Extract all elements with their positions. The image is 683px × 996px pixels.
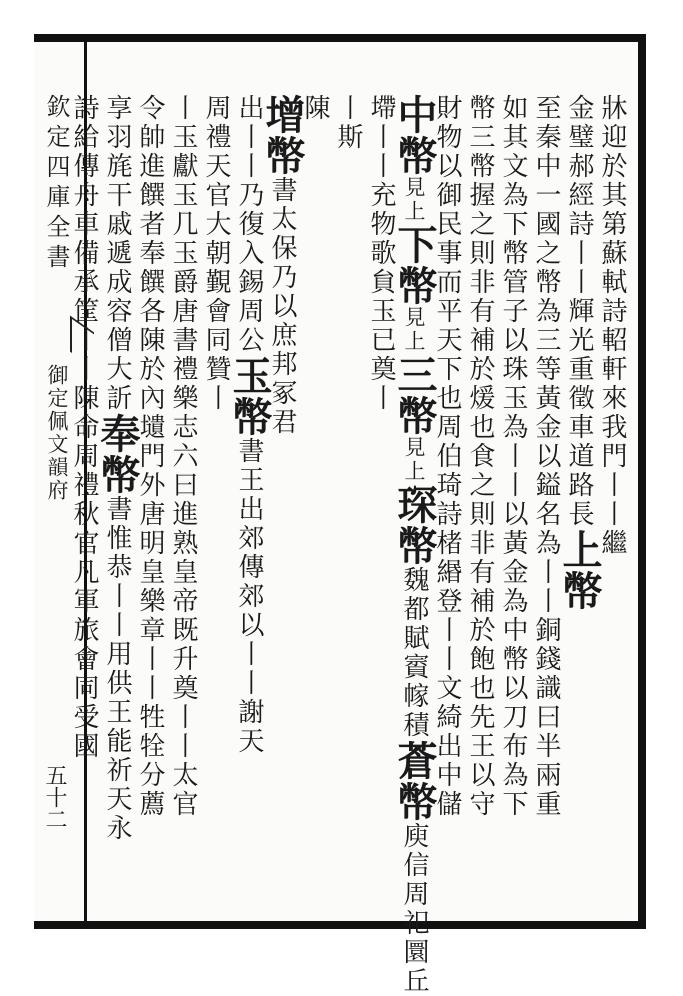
entry-headword: 琛幣: [391, 484, 438, 566]
column-text: 幣三幣握之則非有補於煖也食之則非有補於飽也先王以守: [465, 94, 495, 819]
text-column: [594, 94, 630, 558]
text-column: [495, 94, 531, 819]
column-text: 命周禮秋官凡軍旅會同受國: [69, 413, 99, 761]
column-text: 周禮天官大朝覲會同贊丨: [201, 94, 231, 413]
column-text: 歌貟玉已奠丨: [366, 239, 396, 413]
column-text: 丨斯: [333, 94, 363, 152]
right-border: [638, 34, 646, 929]
text-column: [462, 94, 498, 819]
text-column: [165, 94, 201, 819]
entry-headword: 蒼幣: [391, 740, 438, 822]
column-text: 出丨丨乃復入錫周公: [234, 94, 264, 355]
column-text: 令帥進饌者奉饌各陳於內壝門外唐明皇樂章丨丨牲牷分薦: [135, 94, 165, 819]
column-text: 魏都賦賨幏積: [399, 566, 429, 740]
entry-headword: 下幣: [391, 224, 438, 306]
entry-headword: 奉幣: [94, 413, 141, 495]
bottom-border: [34, 921, 646, 929]
text-column: [198, 94, 234, 413]
text-column: [363, 94, 399, 413]
text-column: [429, 94, 465, 819]
entry-headword: 中幣: [391, 94, 438, 176]
text-column: [226, 94, 273, 756]
column-text: 金璧郝經詩丨丨輝光重徵車道路長: [564, 94, 594, 529]
text-column: [528, 94, 564, 819]
book-title: 御定佩文韻府: [45, 364, 69, 502]
entry-headword: 增幣: [259, 94, 306, 176]
top-border: [34, 34, 646, 42]
text-column: [556, 94, 603, 611]
column-text: 如其文為下幣管子以珠玉為丨丨以黃金為中幣以刀布為下: [498, 94, 528, 819]
entry-headword: 上幣: [556, 529, 603, 611]
text-column: [66, 94, 102, 761]
column-text: 書惟恭丨丨用供王能祈天永: [102, 495, 132, 843]
text-column: [94, 94, 141, 843]
column-text: 書太保乃以庶邦冢君: [267, 176, 297, 437]
entry-headword: 三幣: [391, 354, 438, 436]
column-text: 陳: [300, 94, 330, 123]
cross-ref-note: 見上: [402, 306, 426, 354]
column-text: 庾信周祀圜丘: [399, 822, 429, 996]
text-column: [391, 94, 438, 996]
column-text: 墆丨丨充物: [366, 94, 396, 239]
column-text: 書王出郊傳郊以丨丨謝天: [234, 437, 264, 756]
column-text: 丨玉獻玉几玉爵唐書禮樂志六曰進熟皇帝既升奠丨丨太官: [168, 94, 198, 819]
collection-title: 欽定四庫全書: [42, 94, 70, 274]
column-text: 至秦中一國之幣為三等黃金以鎰名為丨丨銅錢識曰半兩重: [531, 94, 561, 819]
cross-ref-note: 見上: [402, 176, 426, 224]
column-text: 享羽旄干戚遞成容僧大訢: [102, 94, 132, 413]
book-page: [34, 34, 646, 996]
entry-headword: 玉幣: [226, 355, 273, 437]
column-text: 詩給傳舟車備承筐丨丨陳: [69, 94, 99, 413]
column-text: 財物以御民事而平天下也周伯琦詩楮緡登丨丨文綺出中儲: [432, 94, 462, 819]
cross-ref-note: 見上: [402, 436, 426, 484]
column-text: 牀迎於其第蘇軾詩軺軒來我門丨丨繼: [597, 94, 627, 558]
text-column: [330, 94, 366, 152]
page-number: 五十二: [42, 764, 67, 830]
